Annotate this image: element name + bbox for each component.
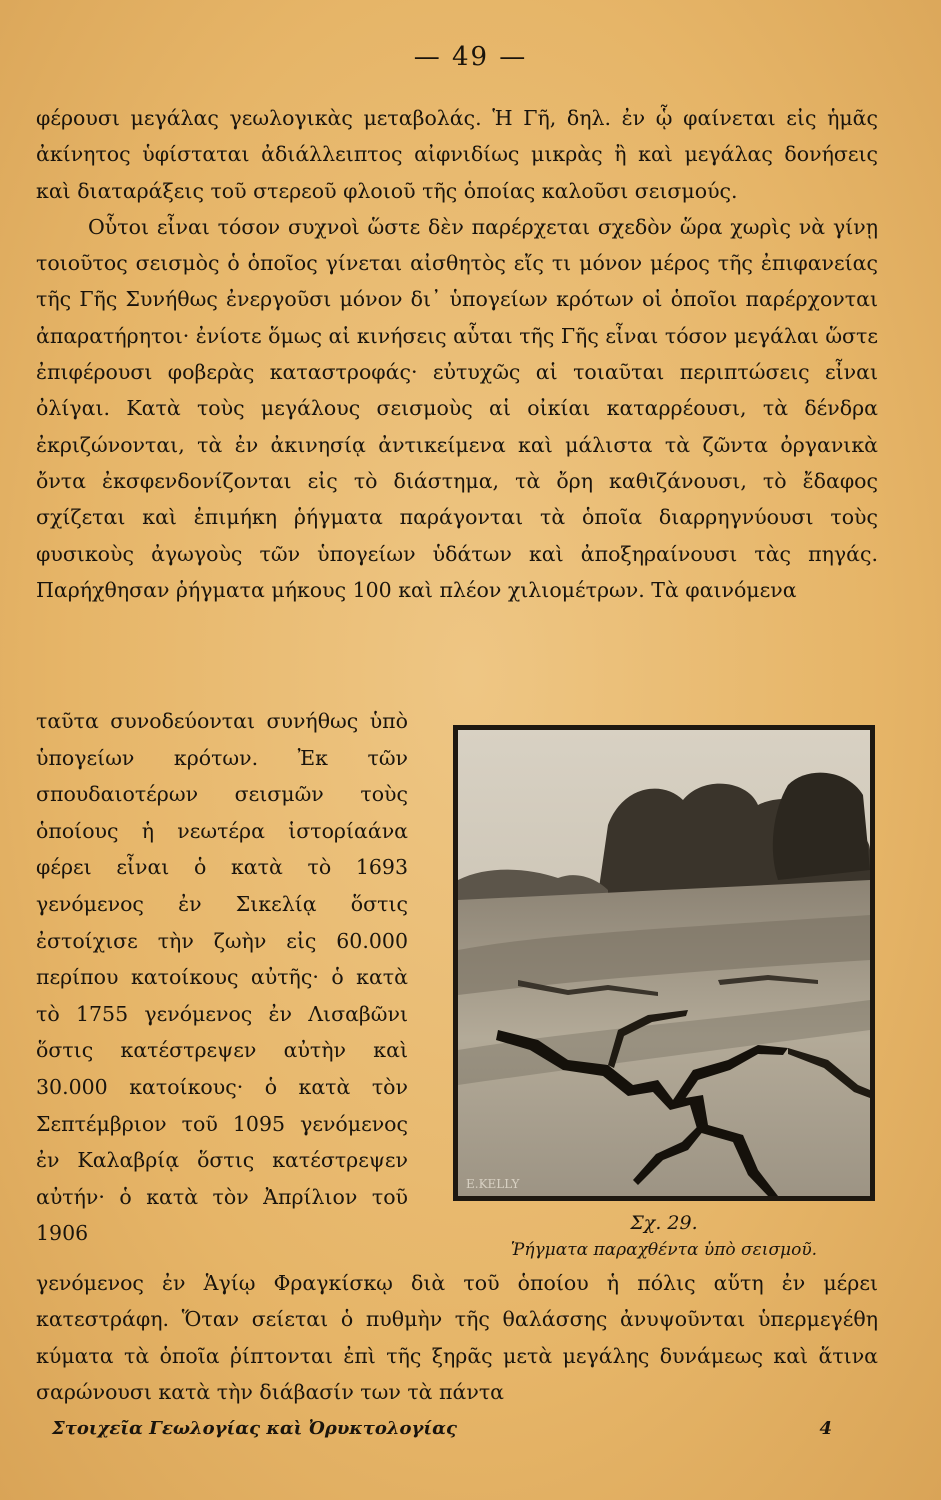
- figure-label: Σχ. 29.: [630, 1212, 698, 1234]
- earthquake-cracks-illustration: [458, 730, 870, 1196]
- page-number: — 49 —: [413, 42, 528, 72]
- page-footer: [52, 1418, 832, 1439]
- signature-mark: 4: [819, 1418, 832, 1439]
- main-text-top: [36, 100, 878, 608]
- engraver-signature: E.KELLY: [466, 1177, 520, 1191]
- text-beside-figure: [36, 703, 408, 1252]
- paragraph-2: Οὗτοι εἶναι τόσον συχνοὶ ὥστε δὲν παρέρχεται σχεδὸν ὥρα χωρὶς νὰ γίνῃ τοιοῦτος σεισμὸς ὁ ὁποῖος γίνεται αἰσθητὸς εἴς τι μόνον μέρος τῆς ἐπιφανείας τῆς Γῆς Συνήθως ἐνεργοῦσι μόνον δι᾽ ὑπογείων κρότων οἱ ὁποῖοι παρέρχονται ἀπαρατήρητοι· ἐνίοτε ὅμως αἱ κινήσεις αὗται τῆς Γῆς εἶναι τόσον μεγάλαι ὥστε ἐπιφέρουσι φοβερὰς καταστροφάς· εὐτυχῶς αἱ τοιαῦται περιπτώσεις εἶναι ὀλίγαι. Κατὰ τοὺς μεγάλους σεισμοὺς αἱ οἰκίαι καταρρέουσι, τὰ δένδρα ἐκριζώνονται, τὰ ἐν ἀκινησίᾳ ἀντικείμενα καὶ μάλιστα τὰ ζῶντα ὀργανικὰ ὄντα ἐκσφενδονίζονται εἰς τὸ διάστημα, τὰ ὄρη καθιζάνουσι, τὸ ἔδαφος σχίζεται καὶ ἐπιμήκη ῥήγματα παράγονται τὰ ὁποῖα διαρρηγνύουσι τοὺς φυσικοὺς ἀγωγοὺς τῶν ὑπογείων ὑδάτων καὶ ἀποξηραίνουσι τὰς πηγάς. Παρήχθησαν ῥήγματα μήκους 100 καὶ πλέον χιλιομέτρων. Τὰ φαινόμενα: [36, 214, 878, 602]
- main-text-bottom: [36, 1265, 878, 1410]
- earthquake-figure: [453, 725, 875, 1201]
- paragraph-2-bottom: γενόμενος ἐν Ἁγίῳ Φραγκίσκῳ διὰ τοῦ ὁποίου ἡ πόλις αὕτη ἐν μέρει κατεστράφη. Ὅταν σείεται ὁ πυθμὴν τῆς θαλάσσης ἀνυψοῦνται ὑπερμεγέθη κύματα τὰ ὁποῖα ῥίπτονται ἐπὶ τῆς ξηρᾶς μετὰ μεγάλης δυνάμεως καὶ ἅτινα σαρώνουσι κατὰ τὴν διάβασίν των τὰ πάντα: [36, 1271, 878, 1404]
- paragraph-1: φέρουσι μεγάλας γεωλογικὰς μεταβολάς. Ἡ Γῆ, δηλ. ἐν ᾧ φαίνεται εἰς ἡμᾶς ἀκίνητος ὑφίσταται ἀδιάλλειπτος αἰφνιδίως μικρὰς ἢ καὶ μεγάλας δονήσεις καὶ διαταράξεις τοῦ στερεοῦ φλοιοῦ τῆς ὁποίας καλοῦσι σεισμούς.: [36, 106, 878, 203]
- book-title: Στοιχεῖα Γεωλογίας καὶ Ὀρυκτολογίας: [52, 1418, 457, 1439]
- paragraph-2-wrap: ταῦτα συνοδεύονται συνήθως ὑπὸ ὑπογείων κρότων. Ἐκ τῶν σπουδαιοτέρων σεισμῶν τοὺς ὁποίους ἡ νεωτέρα ἱστορίαάνα φέρει εἶναι ὁ κατὰ τὸ 1693 γενόμενος ἐν Σικελίᾳ ὅστις ἐστοίχισε τὴν ζωὴν εἰς 60.000 περίπου κατοίκους αὐτῆς· ὁ κατὰ τὸ 1755 γενόμενος ἐν Λισαβῶνι ὅστις κατέστρεψεν αὐτὴν καὶ 30.000 κατοίκους· ὁ κατὰ τὸν Σεπτέμβριον τοῦ 1095 γενόμενος ἐν Καλαβρίᾳ ὅστις κατέστρεψεν αὐτήν· ὁ κατὰ τὸν Ἀπρίλιον τοῦ 1906: [36, 709, 408, 1246]
- figure-caption: Ῥήγματα παραχθέντα ὑπὸ σεισμοῦ.: [510, 1240, 818, 1260]
